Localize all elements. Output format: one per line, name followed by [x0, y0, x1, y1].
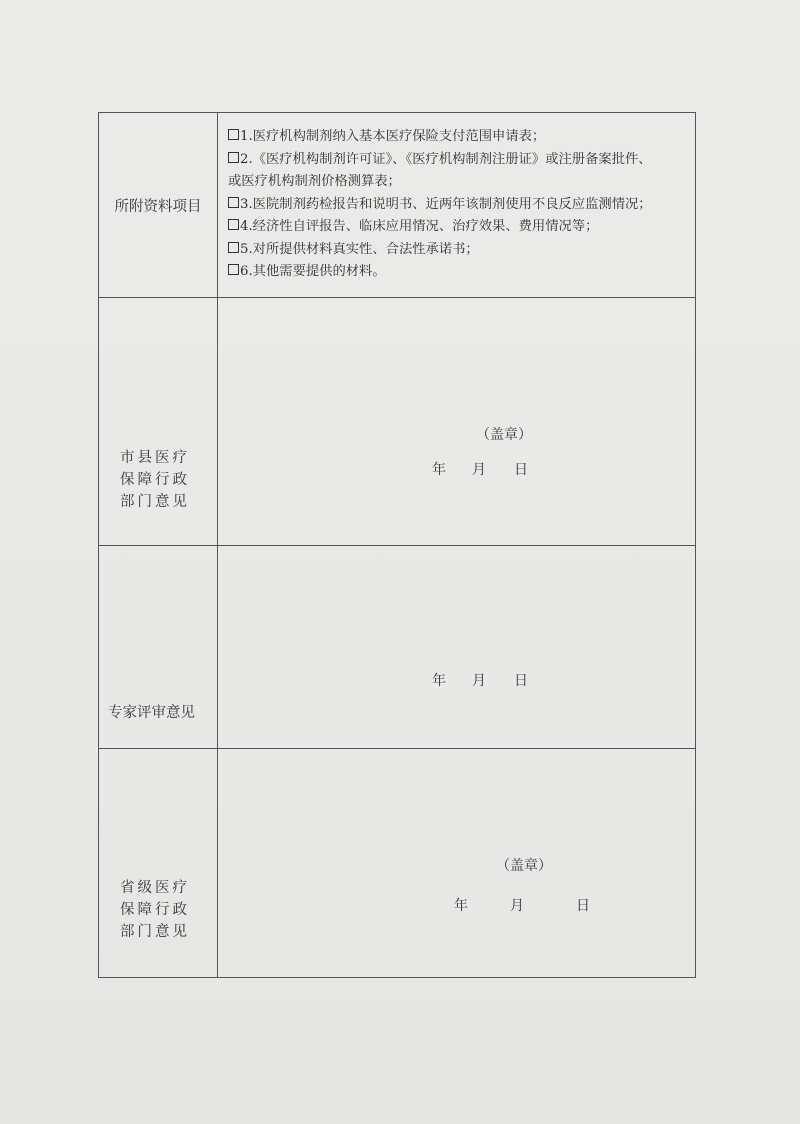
attachments-row	[99, 113, 696, 298]
province-dept-row	[99, 749, 696, 978]
city-dept-opinion-cell[interactable]	[218, 298, 696, 546]
expert-label: 专家评审意见	[108, 704, 195, 721]
city-dept-seal-text: （盖章）	[476, 427, 532, 443]
province-dept-label-line-2: 保障行政	[120, 902, 190, 918]
attachment-item-2-continued: 或医疗机构制剂价格测算表；	[228, 174, 401, 190]
city-dept-label-line-2: 保障行政	[120, 471, 190, 488]
city-dept-label-cell	[99, 298, 218, 546]
checkbox-icon[interactable]	[228, 219, 239, 230]
city-dept-row	[99, 298, 696, 546]
province-dept-label-cell	[99, 749, 218, 978]
attachment-item-6: 6.其他需要提供的材料。	[228, 261, 695, 284]
province-dept-date: 年 月 日	[454, 898, 590, 914]
province-dept-label-line-1: 省级医疗	[120, 880, 190, 896]
checkbox-icon[interactable]	[228, 197, 239, 208]
attachment-item-3: 3.医院制剂药检报告和说明书、近两年该制剂使用不良反应监测情况；	[228, 194, 695, 217]
approval-form-table	[98, 112, 696, 978]
attachment-item-1: 1.医疗机构制剂纳入基本医疗保险支付范围申请表；	[228, 126, 695, 149]
city-dept-date: 年 月 日	[432, 462, 528, 478]
checkbox-icon[interactable]	[228, 264, 239, 275]
city-dept-label-line-1: 市县医疗	[120, 449, 190, 466]
province-dept-opinion-cell[interactable]	[218, 749, 696, 978]
attachments-list	[218, 126, 695, 284]
attachment-item-2: 2.《医疗机构制剂许可证》、《医疗机构制剂注册证》或注册备案批件、	[228, 149, 695, 172]
checkbox-icon[interactable]	[228, 152, 239, 163]
attachment-item-5: 5.对所提供材料真实性、合法性承诺书；	[228, 239, 695, 262]
attachments-list-cell	[218, 113, 696, 298]
checkbox-icon[interactable]	[228, 242, 239, 253]
expert-row	[99, 546, 696, 749]
attachments-label: 所附资料项目	[114, 198, 202, 215]
attachment-item-4: 4.经济性自评报告、临床应用情况、治疗效果、费用情况等；	[228, 216, 695, 239]
expert-opinion-cell[interactable]	[218, 546, 696, 749]
expert-date: 年 月 日	[432, 673, 528, 689]
city-dept-label-line-3: 部门意见	[120, 493, 190, 510]
attachments-label-cell	[99, 113, 218, 298]
expert-label-cell	[99, 546, 218, 749]
province-dept-label-line-3: 部门意见	[120, 924, 190, 940]
province-dept-seal-text: （盖章）	[496, 858, 552, 874]
checkbox-icon[interactable]	[228, 129, 239, 140]
